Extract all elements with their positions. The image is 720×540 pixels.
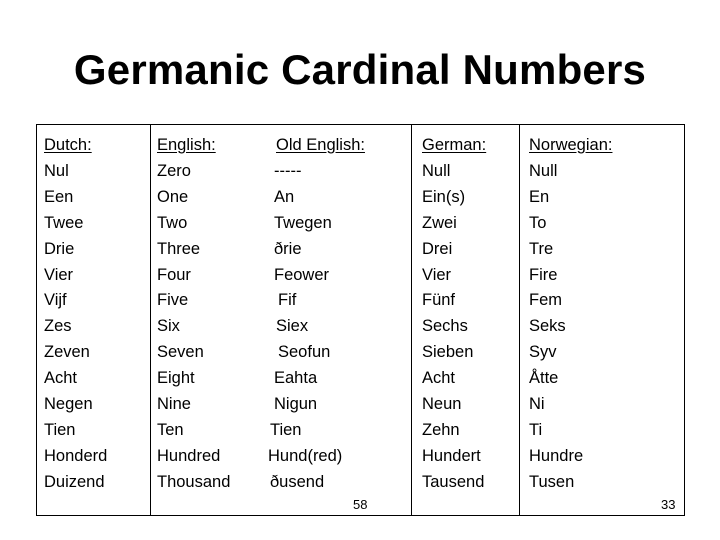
column-old-english	[268, 133, 365, 496]
column-divider	[411, 125, 412, 515]
table-cell: Vier	[44, 265, 74, 284]
table-cell: Tien	[270, 420, 302, 439]
table-cell: Seofun	[278, 343, 331, 362]
table-cell: Twee	[44, 213, 84, 232]
page-number-left: 58	[353, 497, 368, 512]
table-cell: Ein(s)	[422, 187, 466, 206]
column-german	[422, 133, 486, 496]
column-header: German:	[422, 136, 487, 154]
table-cell: En	[529, 187, 550, 206]
table-cell: Zes	[44, 317, 72, 336]
table-cell: Neun	[422, 395, 462, 414]
table-cell: Negen	[44, 395, 93, 414]
table-cell: Acht	[422, 369, 456, 388]
table-cell: Null	[529, 161, 558, 180]
page-number-right: 33	[661, 497, 676, 512]
table-cell: Tausend	[422, 472, 485, 491]
table-cell: An	[274, 187, 295, 206]
table-cell: Zwei	[422, 213, 457, 232]
table-cell: Eahta	[274, 369, 318, 388]
table-cell: Null	[422, 161, 451, 180]
table-cell: Thousand	[157, 472, 231, 491]
column-header: English:	[157, 136, 216, 154]
table-cell: Vijf	[44, 291, 67, 310]
table-cell: Vier	[422, 265, 452, 284]
table-cell: Tre	[529, 239, 554, 258]
table-cell: Tien	[44, 420, 76, 439]
table-cell: Syv	[529, 343, 557, 362]
table-cell: Three	[157, 239, 201, 258]
table-cell: Hundert	[422, 446, 481, 465]
table-cell: Nul	[44, 161, 69, 180]
table-cell: Fif	[278, 291, 297, 310]
column-divider	[519, 125, 520, 515]
table-cell: Drei	[422, 239, 453, 258]
table-cell: Zero	[157, 161, 191, 180]
table-cell: Sieben	[422, 343, 474, 362]
table-cell: Ti	[529, 420, 543, 439]
table-cell: Hundre	[529, 446, 584, 465]
table-cell: ðusend	[270, 472, 325, 491]
table-cell: Hundred	[157, 446, 221, 465]
column-divider	[150, 125, 151, 515]
table-cell: -----	[274, 161, 302, 180]
table-cell: Siex	[276, 317, 309, 336]
table-cell: Ten	[157, 420, 184, 439]
table-cell: Seks	[529, 317, 566, 336]
table-cell: Four	[157, 265, 191, 284]
table-cell: Nine	[157, 395, 191, 414]
table-cell: Duizend	[44, 472, 105, 491]
table-cell: Tusen	[529, 472, 575, 491]
numbers-table	[36, 124, 685, 516]
page-title: Germanic Cardinal Numbers	[73, 46, 647, 93]
column-header: Old English:	[276, 136, 365, 154]
table-cell: One	[157, 187, 189, 206]
column-english	[157, 133, 230, 496]
table-cell: Eight	[157, 369, 195, 388]
column-norwegian	[529, 133, 612, 496]
table-cell: Honderd	[44, 446, 108, 465]
table-cell: Fire	[529, 265, 558, 284]
table-cell: Acht	[44, 369, 78, 388]
column-header: Dutch:	[44, 136, 92, 154]
table-cell: Åtte	[529, 369, 559, 388]
table-cell: Nigun	[274, 395, 318, 414]
table-cell: Fem	[529, 291, 562, 310]
table-cell: Five	[157, 291, 189, 310]
table-cell: Six	[157, 317, 180, 336]
table-cell: Drie	[44, 239, 75, 258]
column-dutch	[44, 133, 107, 496]
table-cell: Hund(red)	[268, 446, 343, 465]
table-cell: To	[529, 213, 547, 232]
table-cell: Zeven	[44, 343, 90, 362]
column-header: Norwegian:	[529, 136, 613, 154]
table-cell: ðrie	[274, 239, 302, 258]
table-cell: Feower	[274, 265, 330, 284]
table-cell: Een	[44, 187, 74, 206]
table-cell: Zehn	[422, 420, 460, 439]
table-cell: Seven	[157, 343, 204, 362]
table-cell: Two	[157, 213, 188, 232]
table-cell: Fünf	[422, 291, 456, 310]
table-cell: Sechs	[422, 317, 468, 336]
table-cell: Twegen	[274, 213, 332, 232]
table-cell: Ni	[529, 395, 545, 414]
